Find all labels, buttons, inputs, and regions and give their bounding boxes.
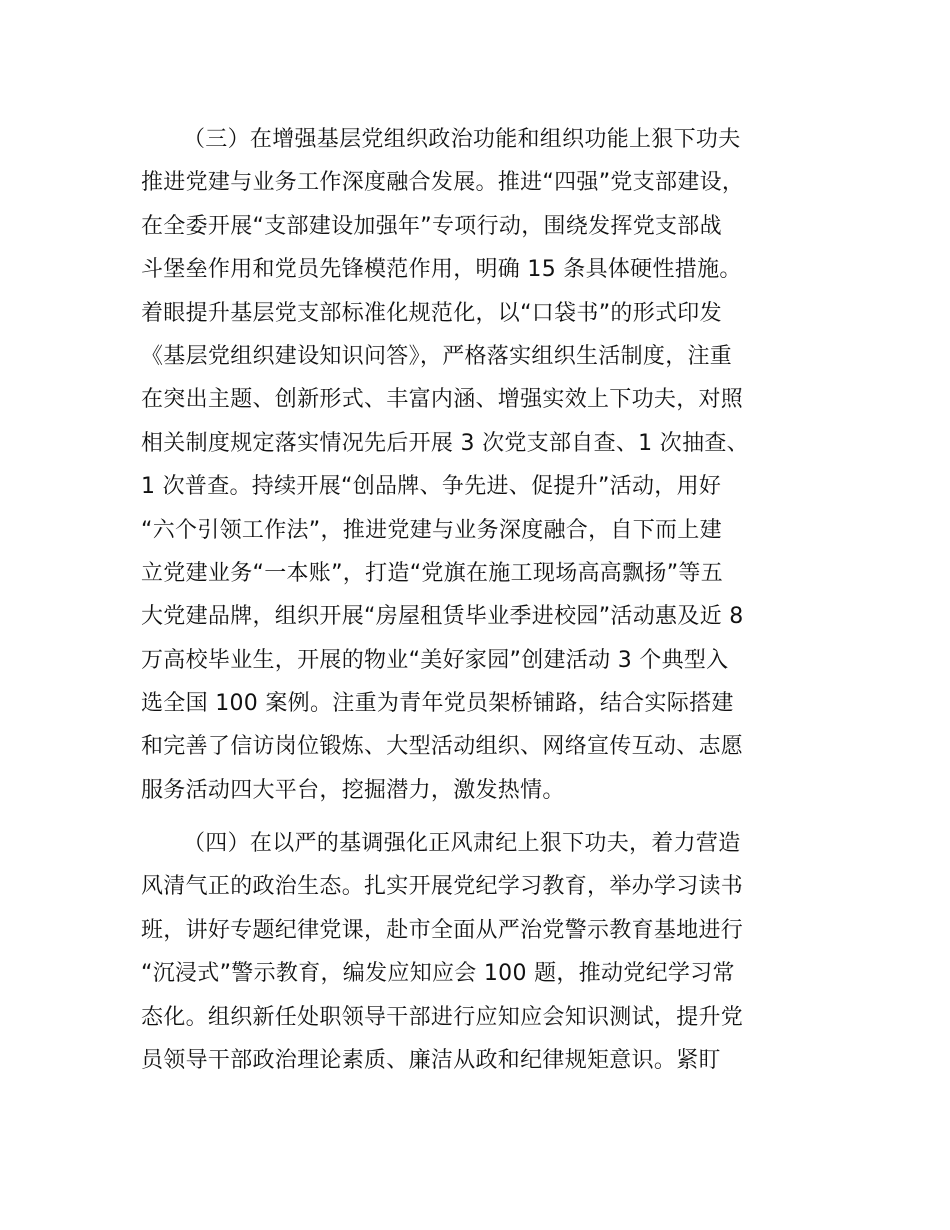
paragraph-section-3: [141, 118, 841, 812]
paragraph-line: 风清气正的政治生态。扎实开展党纪学习教育，举办学习读书: [141, 874, 744, 900]
paragraph-line: 立党建业务“一本账”，打造“党旗在施工现场高高飘扬”等五: [141, 560, 723, 586]
paragraph-line: “沉浸式”警示教育，编发应知应会 100 题，推动党纪学习常: [141, 961, 735, 987]
paragraph-line: 相关制度规定落实情况先后开展 3 次党支部自查、1 次抽查、: [141, 430, 749, 456]
paragraph-line: （四）在以严的基调强化正风肃纪上狠下功夫，着力营造: [183, 831, 741, 856]
paragraph-line: 《基层党组织建设知识问答》，严格落实组织生活制度，注重: [141, 343, 733, 369]
paragraph-line: 在突出主题、创新形式、丰富内涵、增强实效上下功夫，对照: [141, 387, 744, 413]
paragraph-line: 1 次普查。持续开展“创品牌、争先进、促提升”活动，用好: [141, 474, 722, 500]
paragraph-line: 万高校毕业生，开展的物业“美好家园”创建活动 3 个典型入: [141, 647, 729, 673]
paragraph-line: 服务活动四大平台，挖掘潜力，激发热情。: [141, 777, 565, 803]
paragraph-line: 和完善了信访岗位锻炼、大型活动组织、网络宣传互动、志愿: [141, 734, 744, 760]
paragraph-line: （三）在增强基层党组织政治功能和组织功能上狠下功夫: [183, 127, 741, 152]
paragraph-line: 斗堡垒作用和党员先锋模范作用，明确 15 条具体硬性措施。: [141, 257, 742, 283]
paragraph-line: 推进党建与业务工作深度融合发展。推进“四强”党支部建设，: [141, 170, 745, 196]
paragraph-section-4: [141, 822, 841, 1082]
paragraph-line: “六个引领工作法”，推进党建与业务深度融合，自下而上建: [141, 517, 722, 543]
paragraph-line: 员领导干部政治理论素质、廉洁从政和纪律规矩意识。紧盯: [141, 1047, 721, 1073]
paragraph-line: 班，讲好专题纪律党课，赴市全面从严治党警示教育基地进行: [141, 917, 744, 943]
paragraph-line: 大党建品牌，组织开展“房屋租赁毕业季进校园”活动惠及近 8: [141, 604, 744, 630]
paragraph-line: 选全国 100 案例。注重为青年党员架桥铺路，结合实际搭建: [141, 691, 734, 717]
paragraph-line: 着眼提升基层党支部标准化规范化，以“口袋书”的形式印发: [141, 300, 722, 326]
paragraph-line: 在全委开展“支部建设加强年”专项行动，围绕发挥党支部战: [141, 213, 722, 239]
paragraph-line: 态化。组织新任处职领导干部进行应知应会知识测试，提升党: [141, 1004, 744, 1030]
